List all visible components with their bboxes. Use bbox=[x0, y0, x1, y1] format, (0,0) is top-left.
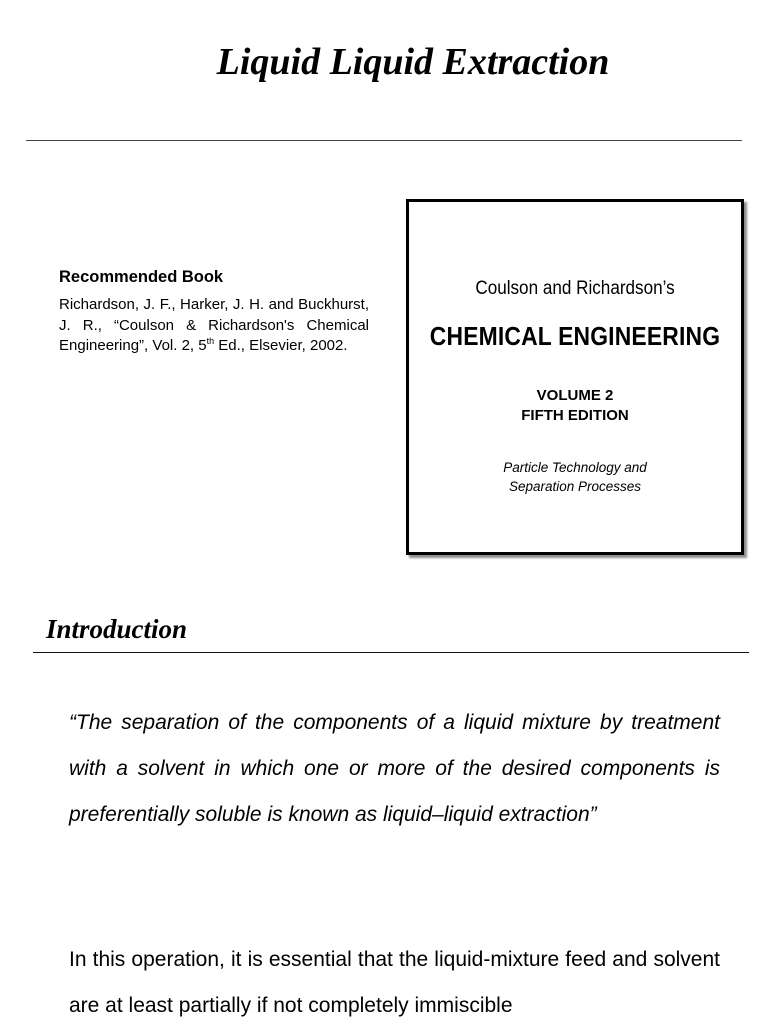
cover-publisher-line: Coulson and Richardson’s bbox=[475, 278, 675, 299]
cover-subtitle-block bbox=[409, 458, 741, 496]
body-paragraph: In this operation, it is essential that the liquid-mixture feed and solvent are at least partially if not completely immiscible bbox=[69, 948, 720, 1017]
recommended-book-section bbox=[59, 266, 369, 357]
edition-ordinal-suffix: th bbox=[206, 336, 215, 346]
book-cover-image bbox=[406, 199, 744, 555]
cover-edition: FIFTH EDITION bbox=[521, 407, 629, 424]
cover-subtitle-line-2: Separation Processes bbox=[508, 479, 642, 494]
cover-volume-block bbox=[409, 386, 741, 426]
cover-title: CHEMICAL ENGINEERING bbox=[429, 321, 721, 351]
book-citation-text: Richardson, J. F., Harker, J. H. and Buckhurst, J. R., “Coulson & Richardson's Chemical Engineering”, Vol. 2, 5 bbox=[59, 296, 369, 354]
introduction-divider bbox=[33, 652, 749, 653]
book-citation-text-end: Ed., Elsevier, 2002. bbox=[214, 337, 348, 354]
introduction-heading: Introduction bbox=[46, 614, 188, 644]
recommended-book-heading: Recommended Book bbox=[59, 268, 224, 286]
title-divider bbox=[26, 140, 742, 141]
page-title: Liquid Liquid Extraction bbox=[216, 41, 610, 83]
cover-volume: VOLUME 2 bbox=[536, 387, 614, 404]
cover-subtitle-line-1: Particle Technology and bbox=[503, 460, 647, 475]
book-citation bbox=[59, 295, 369, 357]
definition-quote: “The separation of the components of a liquid mixture by treatment with a solvent in which one or more of the desired components is preferentially soluble is known as liquid–liquid extraction” bbox=[69, 711, 720, 826]
